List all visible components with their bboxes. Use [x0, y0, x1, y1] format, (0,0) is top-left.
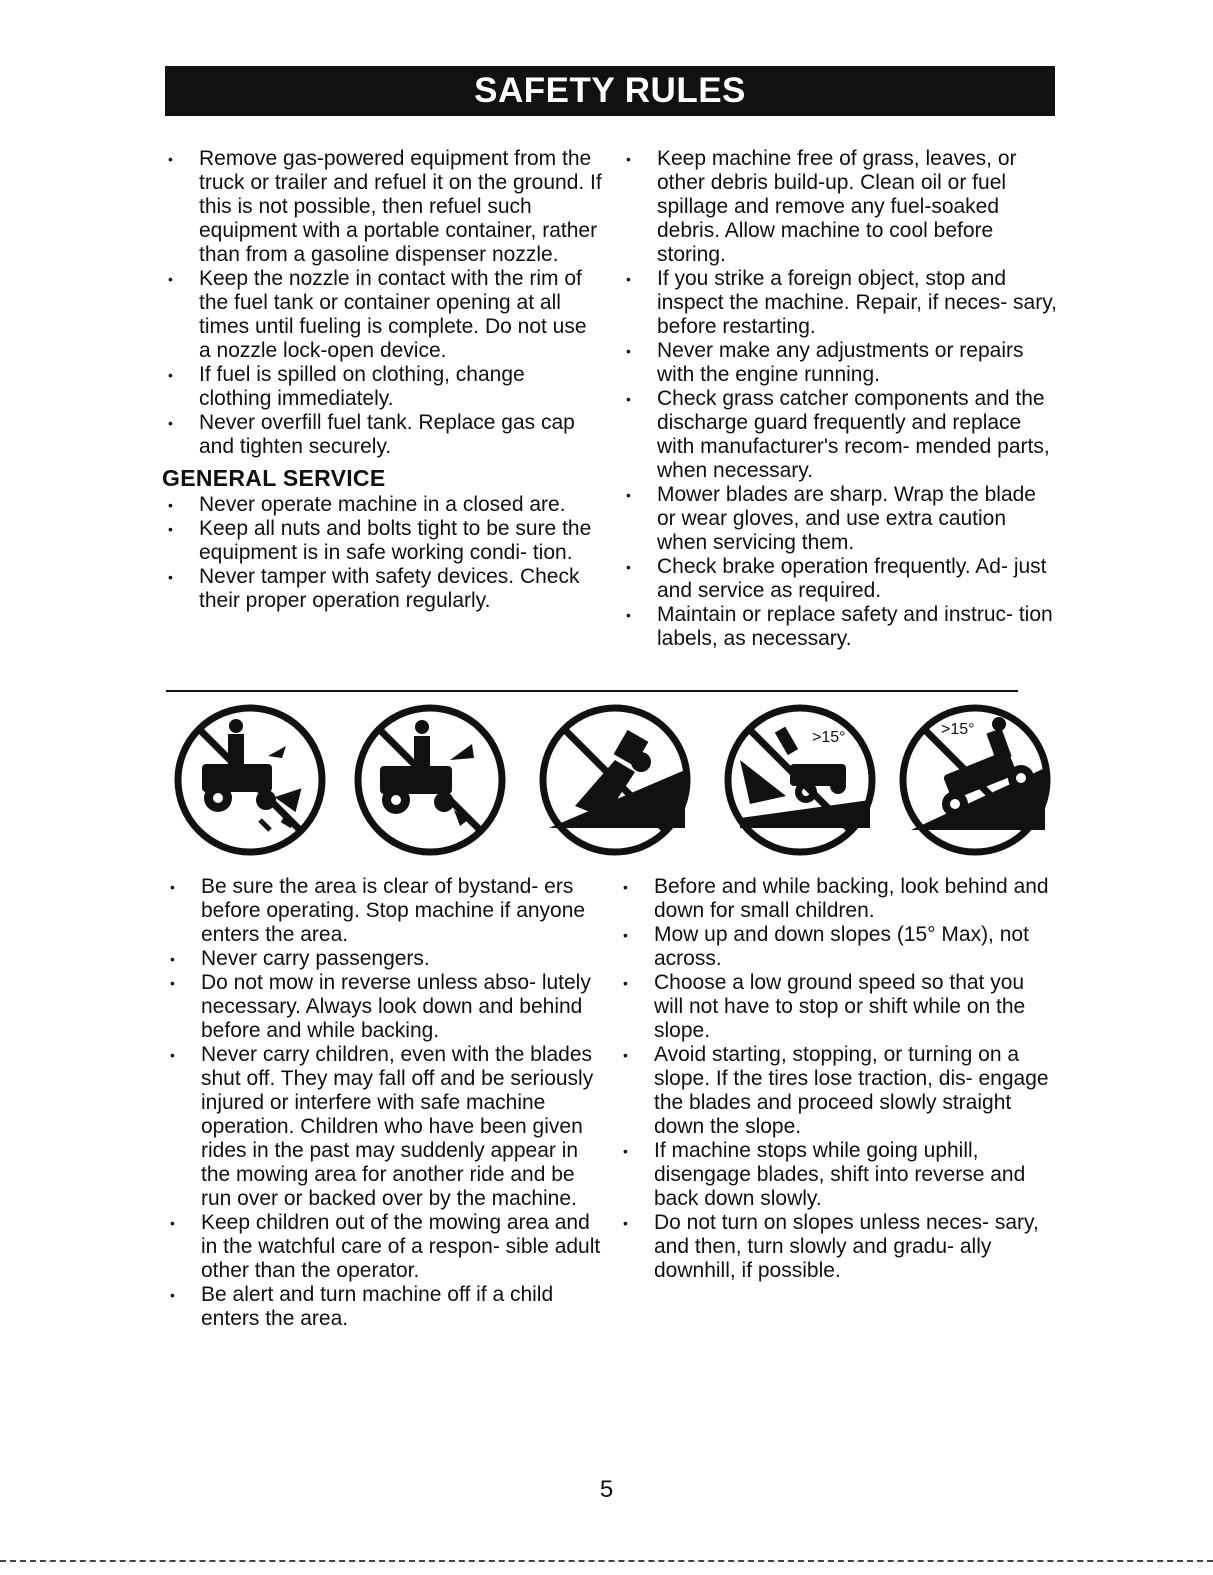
slope-limit-icon: [895, 700, 1055, 860]
page-number: 5: [599, 1476, 614, 1503]
list-item: • Keep machine free of grass, leaves, or other debris build-up. Clean oil or fuel spillage and remove any fuel-soaked debris. Allow machine to cool before storing.: [620, 147, 1060, 267]
bottom-right-column: [617, 875, 1057, 1283]
no-bystanders-icon: [170, 700, 330, 860]
list-item: • Remove gas-powered equipment from the truck or trailer and refuel it on the ground. If this is not possible, then refuel such equipment with a portable container, rather than from a gasoline dispenser nozzle.: [162, 147, 602, 267]
list-item: • If machine stops while going uphill, disengage blades, shift into reverse and back down slowly.: [617, 1139, 1057, 1211]
page-title: SAFETY RULES: [165, 66, 1055, 116]
list-item: • Mower blades are sharp. Wrap the blade or wear gloves, and use extra caution when servicing them.: [620, 483, 1060, 555]
section-divider: [166, 690, 1018, 692]
list-item: • Never overfill fuel tank. Replace gas cap and tighten securely.: [162, 411, 602, 459]
list-item: • Never operate machine in a closed are.: [162, 493, 602, 517]
safety-pictograms: [160, 700, 1060, 860]
list-item: • Avoid starting, stopping, or turning on a slope. If the tires lose traction, dis- engage the blades and proceed slowly straight down the slope.: [617, 1043, 1057, 1139]
no-reverse-mowing-icon: [350, 700, 510, 860]
list-item: • Do not mow in reverse unless abso- lutely necessary. Always look down and behind before and while backing.: [164, 971, 604, 1043]
list-item: • Do not turn on slopes unless neces- sary, and then, turn slowly and gradu- ally downhill, if possible.: [617, 1211, 1057, 1283]
list-item: • Be sure the area is clear of bystand- ers before operating. Stop machine if anyone enters the area.: [164, 875, 604, 947]
page-bottom-edge: [0, 1560, 1213, 1562]
list-item: • Mow up and down slopes (15° Max), not across.: [617, 923, 1057, 971]
list-item: • Be alert and turn machine off if a child enters the area.: [164, 1283, 604, 1331]
top-left-column: [162, 147, 602, 613]
no-tipping-icon: [535, 700, 695, 860]
list-item: • Keep children out of the mowing area and in the watchful care of a respon- sible adult other than the operator.: [164, 1211, 604, 1283]
bottom-left-column: [164, 875, 604, 1331]
top-right-column: [620, 147, 1060, 651]
list-item: • Maintain or replace safety and instruc- tion labels, as necessary.: [620, 603, 1060, 651]
list-item: • Keep the nozzle in contact with the rim of the fuel tank or container opening at all times until fueling is complete. Do not use a nozzle lock-open device.: [162, 267, 602, 363]
list-item: • If fuel is spilled on clothing, change clothing immediately.: [162, 363, 602, 411]
list-item: • Keep all nuts and bolts tight to be sure the equipment is in safe working condi- tion.: [162, 517, 602, 565]
list-item: • Choose a low ground speed so that you will not have to stop or shift while on the slope.: [617, 971, 1057, 1043]
list-item: • Check brake operation frequently. Ad- just and service as required.: [620, 555, 1060, 603]
list-item: • Never carry children, even with the blades shut off. They may fall off and be seriously injured or interfere with safe machine operation. Children who have been given rides in the past may suddenly appear in the mowing area for another ride and be run over or backed over by the machine.: [164, 1043, 604, 1211]
section-heading: GENERAL SERVICE: [162, 465, 386, 491]
svg-text:>15°: >15°: [812, 729, 846, 746]
list-item: • Never carry passengers.: [164, 947, 604, 971]
list-item: • If you strike a foreign object, stop and inspect the machine. Repair, if neces- sary, before restarting.: [620, 267, 1060, 339]
svg-text:>15°: >15°: [941, 721, 975, 738]
list-item: • Never make any adjustments or repairs with the engine running.: [620, 339, 1060, 387]
list-item: • Before and while backing, look behind and down for small children.: [617, 875, 1057, 923]
list-item: • Never tamper with safety devices. Check their proper operation regularly.: [162, 565, 602, 613]
slope-across-icon: [720, 700, 880, 860]
list-item: • Check grass catcher components and the discharge guard frequently and replace with manufacturer's recom- mended parts, when necessary.: [620, 387, 1060, 483]
